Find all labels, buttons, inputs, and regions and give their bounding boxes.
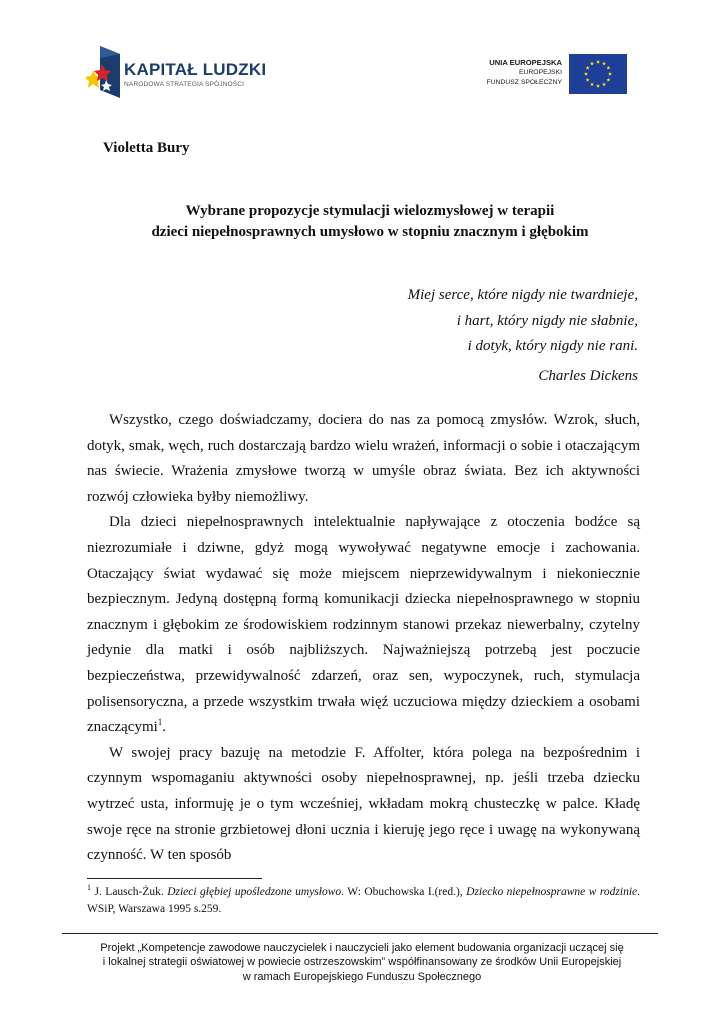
epigraph-line-3: i dotyk, który nigdy nie rani.: [467, 338, 638, 354]
project-footer-line-2: i lokalnej strategii oświatowej w powiecie ostrzeszowskim” współfinansowany ze środków Unii Europejskiej: [102, 956, 622, 969]
footer-separator: [62, 933, 658, 934]
footnote-separator: [87, 878, 262, 879]
kapital-ludzki-logo: [86, 44, 276, 100]
footnote-work-title: Dzieci głębiej upośledzone umysłowo: [167, 886, 342, 898]
paragraph-1: Wszystko, czego doświadczamy, dociera do nas za pomocą zmysłów. Wzrok, słuch, dotyk, smak, węch, ruch dostarczają bardzo wielu wrażeń, informacji o sobie i otaczającym nas świecie. Wrażenia zmysłowe tworzą w umyśle obraz świata. Bez ich aktywności rozwój człowieka byłby niemożliwy.: [87, 412, 640, 505]
body-text: [87, 408, 640, 869]
paragraph-2: Dla dzieci niepełnosprawnych intelektualnie napływające z otoczenia bodźce są niezrozumiałe i dziwne, gdyż mogą wywoływać negatywne emocje i zachowania. Otaczający świat wydawać się może miejscem nieprzewidywalnym i niekoniecznie bezpiecznym. Jedyną dostępną formą komunikacji dziecka niepełnosprawnego w stopniu znacznym i głębokim ze środowiskiem rodzinnym stanowi przekaz niewerbalny, czytelny jedynie dla matki i osób najbliższych. Najważniejszą potrzebą jest poczucie bezpieczeństwa, przewidywalność zdarzeń, oraz sen, wypoczynek, ruch, stymulacja polisensoryczna, a przede wszystkim trwała więź uczuciowa między dzieckiem a osobami znaczącymi$^1$.: [87, 514, 640, 736]
document-title: [100, 201, 640, 243]
eu-flag-icon: [569, 54, 627, 94]
kapital-ludzki-name: KAPITAŁ LUDZKI: [124, 60, 267, 79]
epigraph: [300, 283, 638, 360]
eu-line3: FUNDUSZ SPOŁECZNY: [486, 78, 562, 86]
eu-line2: EUROPEJSKI: [518, 69, 562, 76]
eu-fund-text: [478, 58, 562, 87]
paragraph-3: W swojej pracy bazuję na metodzie F. Affolter, która polega na bezpośrednim i czynnym wspomaganiu aktywności osoby niepełnosprawnej, np. jeśli trzeba dziecku wytrzeć usta, informuję je o tym wcześniej, wkładam mokrą chusteczkę w palce. Kładę swoje ręce na stronie grzbietowej dłoni ucznia i kieruję jego ręce i uwagę na wykonywaną czynność. W ten sposób: [87, 744, 640, 864]
paragraph-2-text: Dla dzieci niepełnosprawnych intelektualnie napływające z otoczenia bodźce są niezrozumiałe i dziwne, gdyż mogą wywoływać negatywne emocje i zachowania. Otaczający świat wydawać się może miejscem nieprzewidywalnym i niekoniecznie bezpiecznym. Jedyną dostępną formą komunikacji dziecka niepełnosprawnego w stopniu znacznym i głębokim ze środowiskiem rodzinnym stanowi przekaz niewerbalny, czytelny jedynie dla matki i osób najbliższych. Najważniejszą potrzebą jest poczucie bezpieczeństwa, przewidywalność zdarzeń, oraz sen, wypoczynek, ruch, stymulacja polisensoryczna, a przede wszystkim trwała więź uczuciowa między dzieckiem a osobami znaczącymi: [87, 514, 640, 736]
title-line-2: dzieci niepełnosprawnych umysłowo w stopniu znacznym i głębokim: [151, 224, 589, 240]
project-footer-line-3: w ramach Europejskiego Funduszu Społecznego: [242, 970, 482, 983]
author-name: Violetta Bury: [103, 140, 190, 156]
footnote-middle: . W: Obuchowska I.(red.),: [341, 886, 463, 898]
footnote-reference[interactable]: 1: [157, 717, 163, 728]
footnote-book-title: Dziecko niepełnosprawne w rodzinie: [466, 886, 638, 898]
epigraph-line-2: i hart, który nigdy nie słabnie,: [456, 312, 638, 329]
project-footer-line-1: Projekt „Kompetencje zawodowe nauczycielek i nauczycieli jako element budowania organizacji uczącej się: [100, 942, 624, 954]
kapital-ludzki-subtitle: NARODOWA STRATEGIA SPÓJNOŚCI: [124, 81, 245, 88]
eu-line1: UNIA EUROPEJSKA: [489, 58, 562, 67]
footnote-number: 1: [87, 883, 91, 893]
title-line-1: Wybrane propozycje stymulacji wielozmysłowej w terapii: [185, 203, 555, 219]
footnote-publisher: . WSiP, Warszawa 1995 s.259.: [87, 886, 640, 915]
epigraph-author: Charles Dickens: [538, 368, 638, 384]
kapital-ludzki-mark-icon: [86, 44, 122, 100]
eu-fund-logo: [478, 54, 628, 96]
project-footer: [62, 941, 662, 984]
footnote-author: J. Lausch-Żuk.: [94, 886, 164, 898]
footnote: [87, 884, 640, 917]
epigraph-line-1: Miej serce, które nigdy nie twardnieje,: [407, 287, 638, 303]
